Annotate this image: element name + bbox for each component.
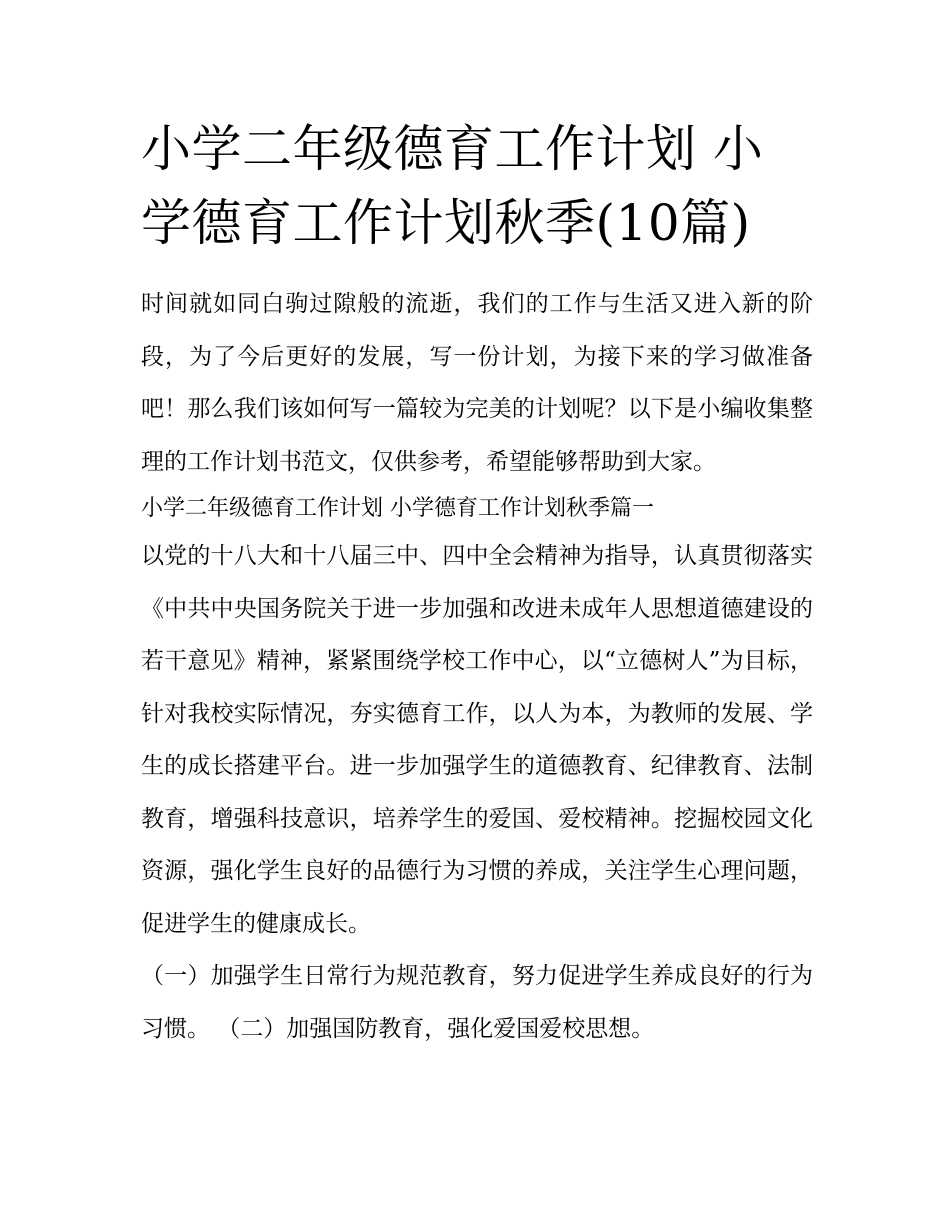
section-heading: 小学二年级德育工作计划 小学德育工作计划秋季篇一: [141, 496, 654, 521]
list-paragraph: （一）加强学生日常行为规范教育，努力促进学生养成良好的行为习惯。 （二）加强国防教育，强化爱国爱校思想。: [141, 963, 813, 1042]
document-content: [141, 112, 813, 1055]
intro-paragraph: 时间就如同白驹过隙般的流逝，我们的工作与生活又进入新的阶段，为了今后更好的发展，写一份计划，为接下来的学习做准备吧！那么我们该如何写一篇较为完美的计划呢？以下是小编收集整理的工作计划书范文，仅供参考，希望能够帮助到大家。: [141, 291, 813, 475]
body-paragraph: 以党的十八大和十八届三中、四中全会精神为指导，认真贯彻落实《中共中央国务院关于进一步加强和改进未成年人思想道德建设的若干意见》精神，紧紧围绕学校工作中心，以“立德树人”为目标，针对我校实际情况，夯实德育工作，以人为本，为教师的发展、学生的成长搭建平台。进一步加强学生的道德教育、纪律教育、法制教育，增强科技意识，培养学生的爱国、爱校精神。挖掘校园文化资源，强化学生良好的品德行为习惯的养成，关注学生心理问题，促进学生的健康成长。: [141, 543, 813, 937]
document-title: 小学二年级德育工作计划 小学德育工作计划秋季(10篇): [141, 120, 764, 252]
